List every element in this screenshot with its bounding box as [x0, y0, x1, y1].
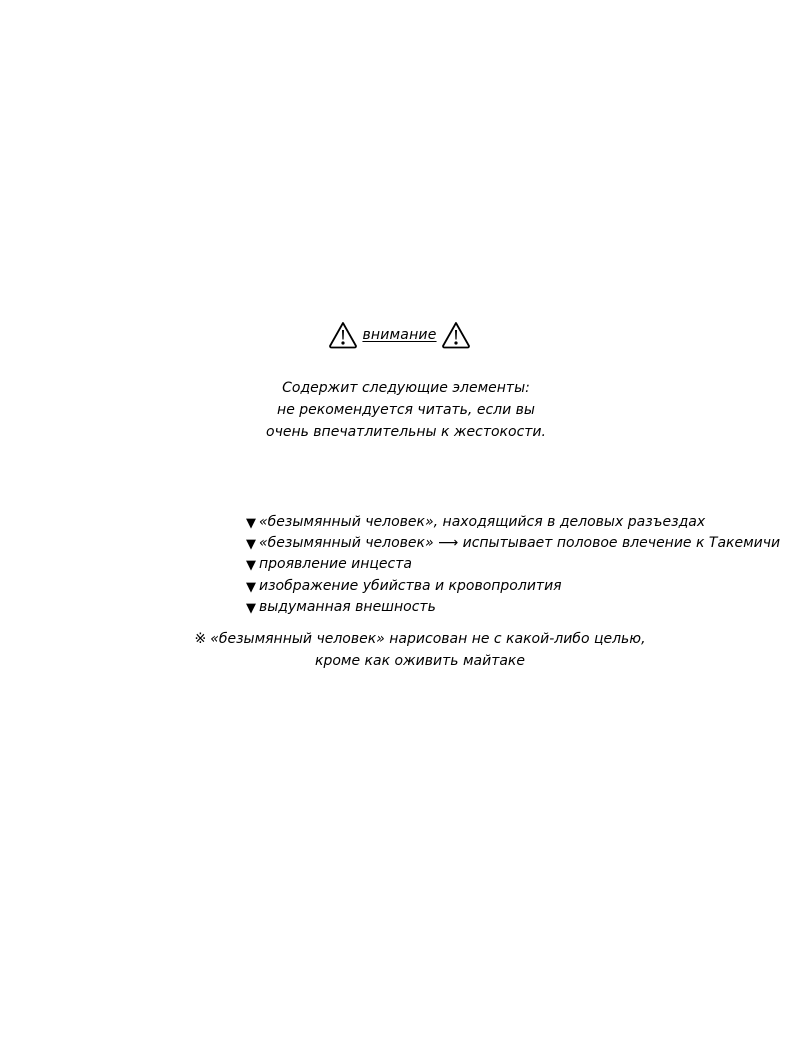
- list-item: [246, 512, 780, 533]
- warning-heading: [0, 320, 799, 350]
- list-item: [246, 576, 780, 597]
- intro-line: Содержит следующие элементы:: [282, 380, 530, 396]
- warning-title: внимание: [362, 327, 437, 343]
- footnote: [0, 628, 799, 672]
- list-item: [246, 597, 780, 618]
- triangle-down-bullet-icon: ▼: [246, 516, 256, 531]
- list-item-text: выдуманная внешность: [259, 598, 436, 615]
- list-item-text: проявление инцеста: [259, 556, 412, 573]
- list-item-text: «безымянный человек» ⟶ испытывает половое влечение к Такемичи: [259, 535, 781, 552]
- list-item: [246, 554, 780, 575]
- triangle-down-bullet-icon: ▼: [246, 537, 256, 553]
- triangle-down-bullet-icon: ▼: [246, 600, 256, 616]
- footnote-text: «безымянный человек» нарисован не с какой-либо целью,: [210, 631, 646, 647]
- warning-triangle-icon: [441, 320, 471, 350]
- content-warning-list: [246, 512, 780, 618]
- list-item-text: изображение убийства и кровопролития: [259, 577, 562, 594]
- triangle-down-bullet-icon: ▼: [246, 558, 256, 574]
- list-item-text: «безымянный человек», находящийся в деловых разъездах: [259, 514, 706, 530]
- warning-triangle-icon: [328, 320, 358, 350]
- triangle-down-bullet-icon: ▼: [246, 579, 256, 595]
- reference-mark-icon: ※: [194, 631, 207, 647]
- intro-line: очень впечатлительны к жестокости.: [266, 424, 546, 440]
- list-item: [246, 533, 780, 554]
- footnote-line: [0, 628, 799, 650]
- intro-line: не рекомендуется читать, если вы: [277, 402, 535, 418]
- intro-text: [0, 377, 799, 443]
- footnote-line: кроме как оживить майтаке: [315, 653, 525, 669]
